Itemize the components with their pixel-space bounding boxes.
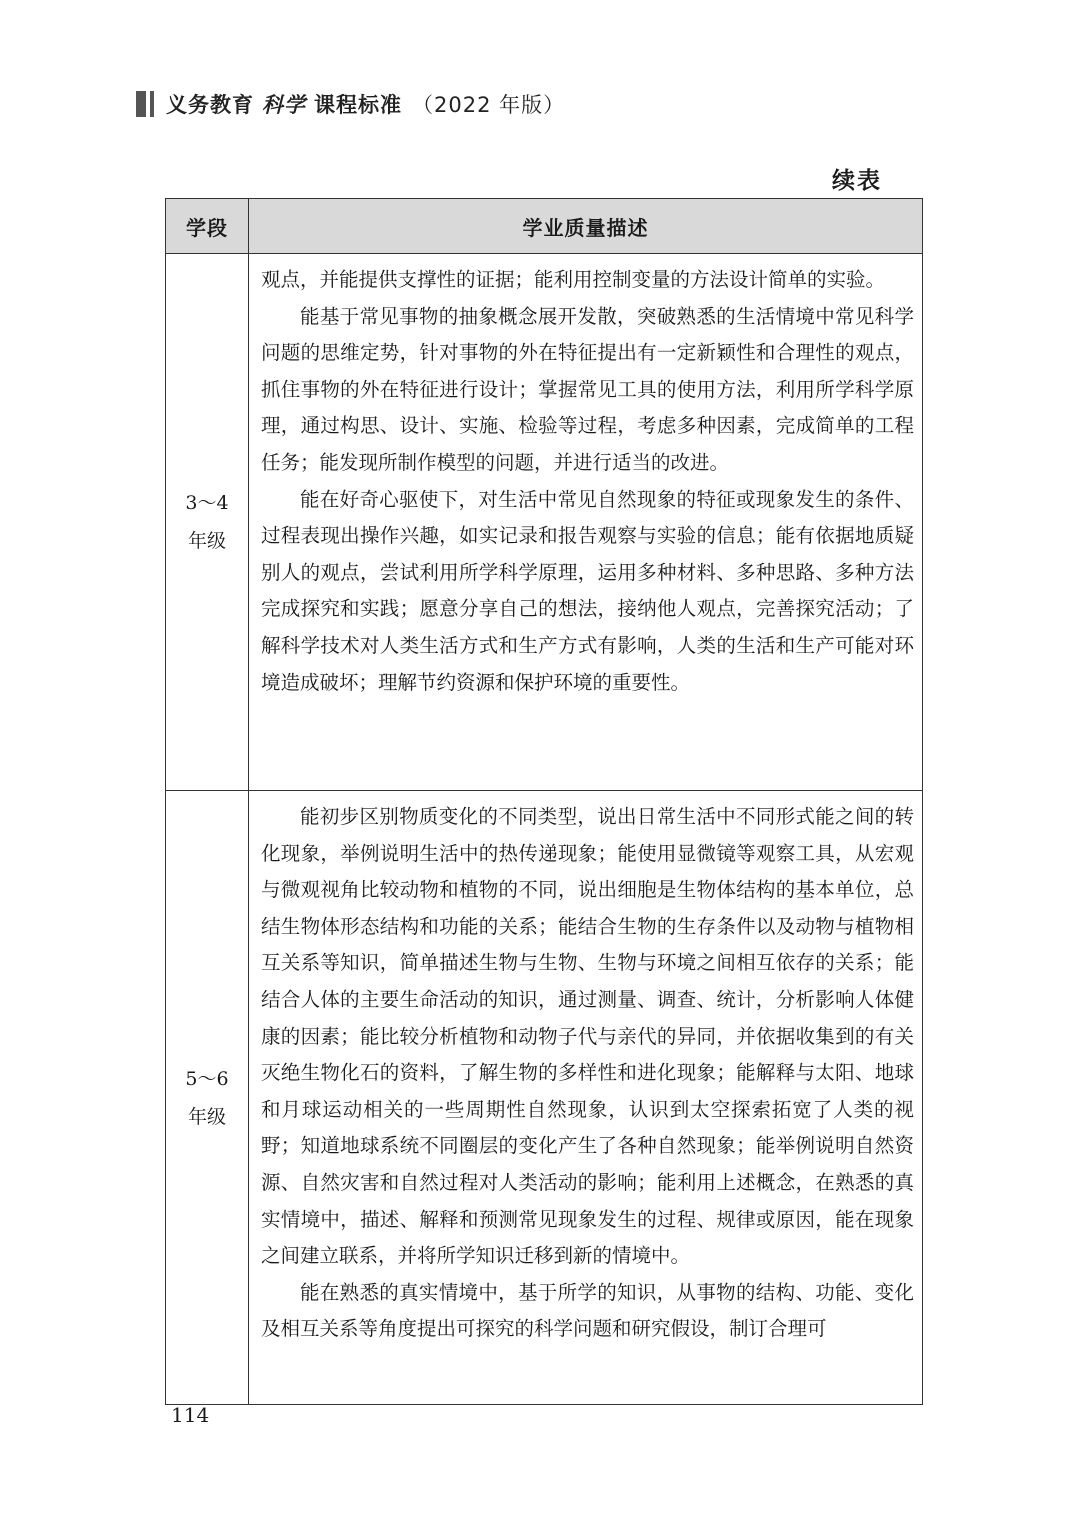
description-paragraph: 观点，并能提供支撑性的证据；能利用控制变量的方法设计简单的实验。 xyxy=(261,268,886,291)
stage-unit: 年级 xyxy=(187,1105,226,1128)
stage-cell xyxy=(166,254,249,791)
description-cell xyxy=(249,791,923,1405)
table-row xyxy=(166,254,923,791)
running-head-part2: 科学 xyxy=(262,93,306,117)
continued-table-label: 续表 xyxy=(832,168,882,194)
academic-quality-table xyxy=(165,198,923,1405)
description-paragraph: 能基于常见事物的抽象概念展开发散，突破熟悉的生活情境中常见科学问题的思维定势，针对事物的外在特征提出有一定新颖性和合理性的观点，抓住事物的外在特征进行设计；掌握常见工具的使用方法，利用所学科学原理，通过构思、设计、实施、检验等过程，考虑多种因素，完成简单的工程任务；能发现所制作模型的问题，并进行适当的改进。 xyxy=(261,304,914,474)
stage-range: 5～6 xyxy=(185,1067,229,1090)
header-description: 学业质量描述 xyxy=(249,199,923,254)
description-paragraph: 能在熟悉的真实情境中，基于所学的知识，从事物的结构、功能、变化及相互关系等角度提出可探究的科学问题和研究假设，制订合理可 xyxy=(261,1280,914,1341)
table-header-row xyxy=(166,199,923,254)
table-row xyxy=(166,791,923,1405)
description-cell xyxy=(249,254,923,791)
description-paragraph: 能初步区别物质变化的不同类型，说出日常生活中不同形式能之间的转化现象，举例说明生活中的热传递现象；能使用显微镜等观察工具，从宏观与微观视角比较动物和植物的不同，说出细胞是生物体结构的基本单位，总结生物体形态结构和功能的关系；能结合生物的生存条件以及动物与植物相互关系等知识，简单描述生物与生物、生物与环境之间相互依存的关系；能结合人体的主要生命活动的知识，通过测量、调查、统计，分析影响人体健康的因素；能比较分析植物和动物子代与亲代的异同，并依据收集到的有关灭绝生物化石的资料，了解生物的多样性和进化现象；能解释与太阳、地球和月球运动相关的一些周期性自然现象，认识到太空探索拓宽了人类的视野；知道地球系统不同圈层的变化产生了各种自然现象；能举例说明自然资源、自然灾害和自然过程对人类活动的影响；能利用上述概念，在熟悉的真实情境中，描述、解释和预测常见现象发生的过程、规律或原因，能在现象之间建立联系，并将所学知识迁移到新的情境中。 xyxy=(261,805,914,1268)
page-number: 114 xyxy=(171,1403,210,1427)
running-head xyxy=(136,88,565,120)
description-paragraph: 能在好奇心驱使下，对生活中常见自然现象的特征或现象发生的条件、过程表现出操作兴趣，如实记录和报告观察与实验的信息；能有依据地质疑别人的观点，尝试利用所学科学原理，运用多种材料、多种思路、多种方法完成探究和实践；愿意分享自己的想法，接纳他人观点，完善探究活动；了解科学技术对人类生活方式和生产方式有影响，人类的生活和生产可能对环境造成破坏；理解节约资源和保护环境的重要性。 xyxy=(261,487,914,694)
running-head-part1: 义务教育 xyxy=(166,93,254,117)
header-stage: 学段 xyxy=(166,199,249,254)
running-head-part3: 课程标准 xyxy=(314,93,402,117)
running-head-bars-decoration xyxy=(136,91,154,117)
running-head-title xyxy=(166,89,565,119)
stage-range: 3～4 xyxy=(185,492,229,514)
running-head-edition: （2022 年版） xyxy=(412,93,566,117)
stage-cell xyxy=(166,791,249,1405)
stage-unit: 年级 xyxy=(187,530,226,552)
